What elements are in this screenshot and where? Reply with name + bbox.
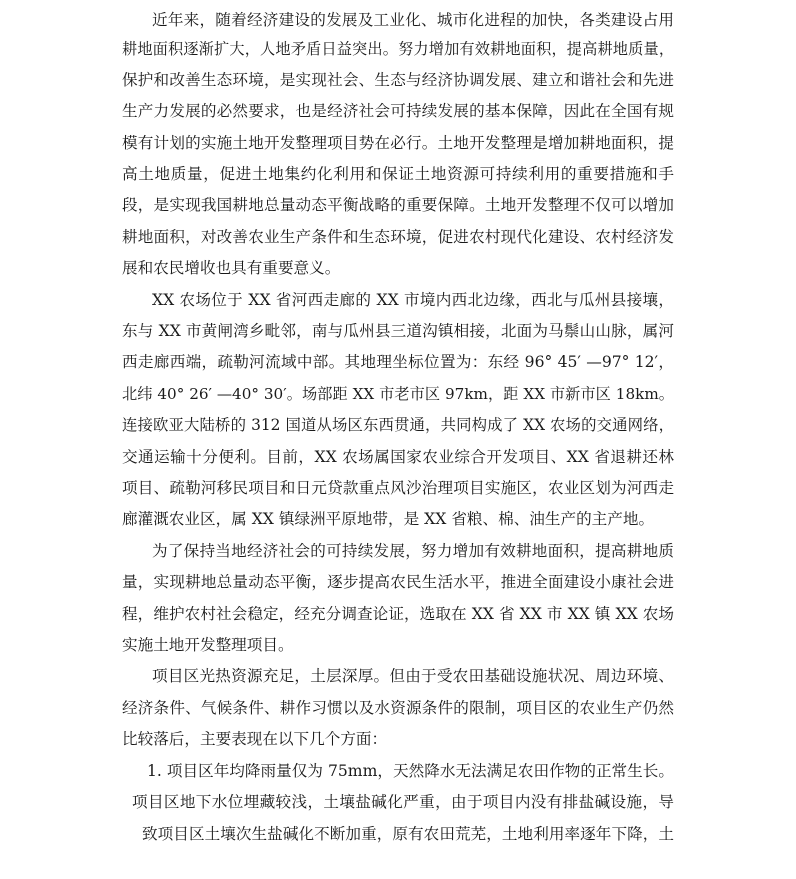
list-item-1-line-3: 致项目区土壤次生盐碱化不断加重，原有农田荒芜，土地利用率逐年下降，土 [142, 825, 674, 843]
paragraph-1-line-4: 生产力发展的必然要求，也是经济社会可持续发展的基本保障，因此在全国有规 [122, 102, 674, 120]
paragraph-1-line-6: 高土地质量，促进土地集约化利用和保证土地资源可持续利用的重要措施和手 [122, 165, 674, 183]
paragraph-4-line-3: 比较落后，主要表现在以下几个方面： [122, 730, 388, 748]
paragraph-3-line-4: 实施土地开发整理项目。 [122, 636, 294, 654]
paragraph-2-line-5: 连接欧亚大陆桥的 312 国道从场区东西贯通，共同构成了 XX 农场的交通网络， [122, 416, 674, 434]
list-item-1-line-1: 1. 项目区年均降雨量仅为 75mm，天然降水无法满足农田作物的正常生长。 [147, 762, 674, 780]
paragraph-4-line-2: 经济条件、气候条件、耕作习惯以及水资源条件的限制，项目区的农业生产仍然 [122, 699, 674, 717]
paragraph-1-line-3: 保护和改善生态环境，是实现社会、生态与经济协调发展、建立和谐社会和先进 [122, 71, 674, 89]
paragraph-2-line-1: XX 农场位于 XX 省河西走廊的 XX 市境内西北边缘，西北与瓜州县接壤， [152, 291, 674, 309]
paragraph-1-line-1: 近年来，随着经济建设的发展及工业化、城市化进程的加快，各类建设占用 [152, 11, 674, 29]
paragraph-1-line-2: 耕地面积逐渐扩大，人地矛盾日益突出。努力增加有效耕地面积，提高耕地质量， [122, 40, 674, 58]
paragraph-3-line-2: 量，实现耕地总量动态平衡，逐步提高农民生活水平，推进全面建设小康社会进 [122, 573, 674, 591]
paragraph-3-line-3: 程，维护农村社会稳定，经充分调查论证，选取在 XX 省 XX 市 XX 镇 XX 农场 [122, 605, 674, 623]
paragraph-3-line-1: 为了保持当地经济社会的可持续发展，努力增加有效耕地面积，提高耕地质 [152, 542, 674, 560]
paragraph-1-line-5: 模有计划的实施土地开发整理项目势在必行。土地开发整理是增加耕地面积，提 [122, 134, 674, 152]
paragraph-2-line-2: 东与 XX 市黄闸湾乡毗邻，南与瓜州县三道沟镇相接，北面为马鬃山山脉，属河 [122, 322, 674, 340]
paragraph-2-line-3: 西走廊西端，疏勒河流域中部。其地理坐标位置为：东经 96° 45′ —97° 12′， [122, 353, 674, 371]
paragraph-2-line-8: 廊灌溉农业区，属 XX 镇绿洲平原地带，是 XX 省粮、棉、油生产的主产地。 [122, 510, 655, 528]
paragraph-2-line-7: 项目、疏勒河移民项目和日元贷款重点风沙治理项目实施区，农业区划为河西走 [122, 479, 674, 497]
paragraph-1-line-9: 展和农民增收也具有重要意义。 [122, 259, 341, 277]
paragraph-2-line-6: 交通运输十分便利。目前，XX 农场属国家农业综合开发项目、XX 省退耕还林 [122, 448, 674, 466]
list-item-1-line-2: 项目区地下水位埋藏较浅，土壤盐碱化严重，由于项目内没有排盐碱设施，导 [132, 793, 674, 811]
paragraph-1-line-7: 段，是实现我国耕地总量动态平衡战略的重要保障。土地开发整理不仅可以增加 [122, 196, 674, 214]
paragraph-1-line-8: 耕地面积，对改善农业生产条件和生态环境，促进农村现代化建设、农村经济发 [122, 228, 674, 246]
paragraph-4-line-1: 项目区光热资源充足，土层深厚。但由于受农田基础设施状况、周边环境、 [152, 667, 674, 685]
paragraph-2-line-4: 北纬 40° 26′ —40° 30′。场部距 XX 市老市区 97km，距 XX 市新市区 18km。 [122, 385, 674, 403]
